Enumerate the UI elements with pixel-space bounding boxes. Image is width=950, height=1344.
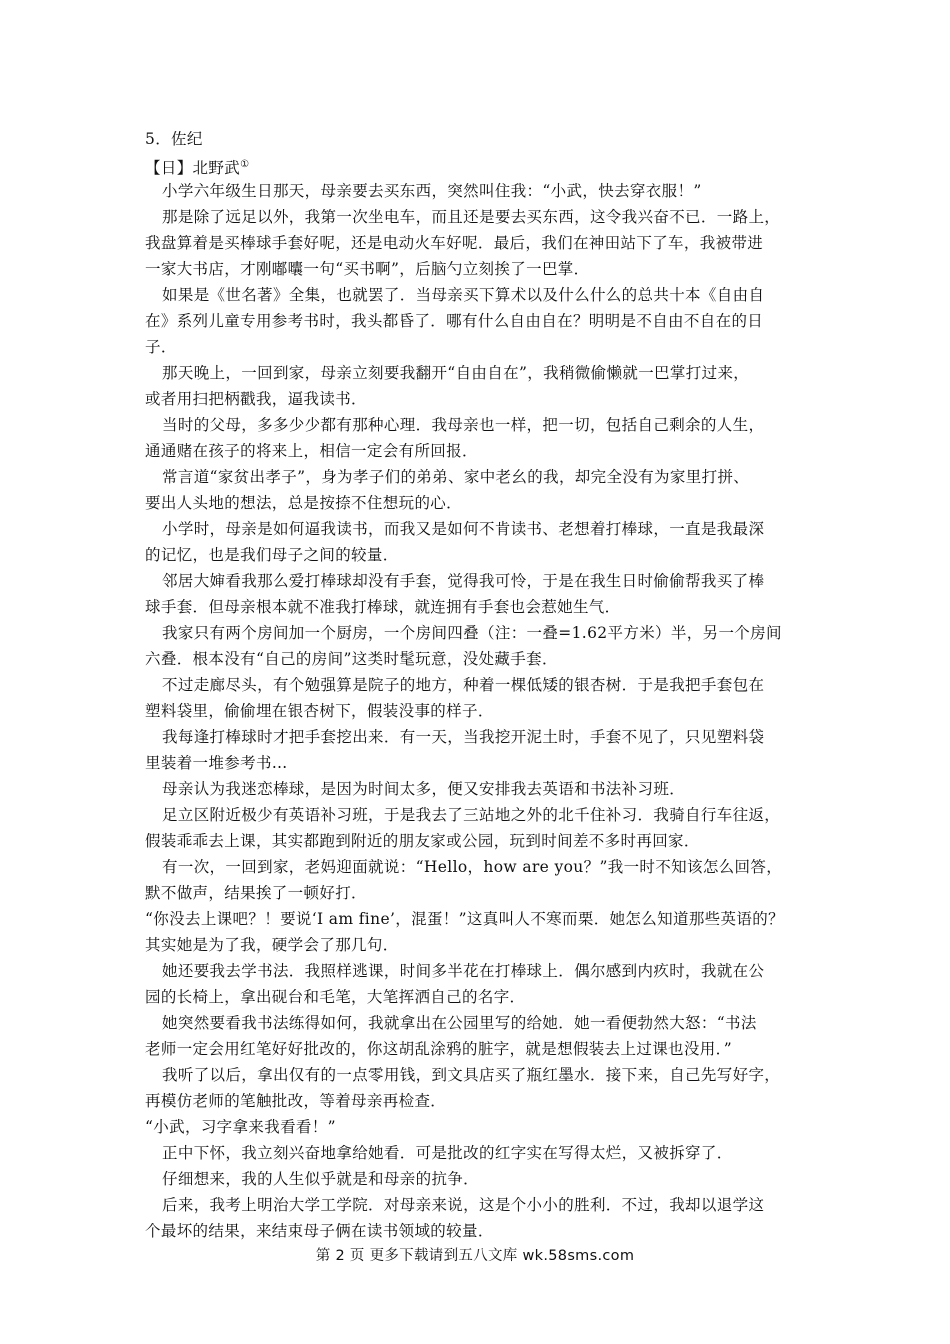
paragraph-line: 我听了以后，拿出仅有的一点零用钱，到文具店买了瓶红墨水．接下来，自己先写好字， [162,1066,781,1084]
paragraph-line: 她突然要看我书法练得如何，我就拿出在公园里写的给她．她一看便勃然大怒：“书法 [162,1014,757,1032]
paragraph-line: 我家只有两个房间加一个厨房，一个房间四叠（注：一叠=1.62平方米）半，另一个房间 [162,624,782,642]
paragraph-line: 仔细想来，我的人生似乎就是和母亲的抗争． [162,1170,480,1188]
paragraph-line: 她还要我去学书法．我照样逃课，时间多半花在打棒球上．偶尔感到内疚时，我就在公 [162,962,765,980]
paragraph-line: 小学六年级生日那天，母亲要去买东西，突然叫住我：“小武，快去穿衣服！” [162,182,702,200]
paragraph-line: 后来，我考上明治大学工学院．对母亲来说，这是个小小的胜利．不过，我却以退学这 [162,1196,765,1214]
paragraph-line: 球手套．但母亲根本就不准我打棒球，就连拥有手套也会惹她生气． [145,598,621,616]
article-heading: 5．佐纪 [145,130,203,148]
paragraph-line: 老师一定会用红笔好好批改的，你这胡乱涂鸦的脏字，就是想假装去上过课也没用．” [145,1040,732,1058]
paragraph-line: 正中下怀，我立刻兴奋地拿给她看．可是批改的红字实在写得太烂，又被拆穿了． [162,1144,733,1162]
paragraph-line: 其实她是为了我，硬学会了那几句． [145,936,399,954]
paragraph-line: 通通赌在孩子的将来上，相信一定会有所回报． [145,442,478,460]
paragraph-line: 六叠．根本没有“自己的房间”这类时髦玩意，没处藏手套． [145,650,558,668]
paragraph-line: 邻居大婶看我那么爱打棒球却没有手套，觉得我可怜，于是在我生日时偷偷帮我买了棒 [162,572,765,590]
paragraph-line: 有一次，一回到家，老妈迎面就说：“Hello，how are you？”我一时不知该怎么回答， [162,858,783,876]
paragraph-line: 不过走廊尽头，有个勉强算是院子的地方，种着一棵低矮的银杏树．于是我把手套包在 [162,676,765,694]
paragraph-line: 小学时，母亲是如何逼我读书，而我又是如何不肯读书、老想着打棒球，一直是我最深 [162,520,765,538]
author-line [145,152,810,178]
author-name: 【日】北野武 [145,159,241,178]
paragraph-line: 个最坏的结果，来结束母子俩在读书领域的较量． [145,1222,494,1240]
paragraph-line: 默不做声，结果挨了一顿好打． [145,884,367,902]
paragraph-line: 那天晚上，一回到家，母亲立刻要我翻开“自由自在”，我稍微偷懒就一巴掌打过来， [162,364,750,382]
paragraph-line: 我盘算着是买棒球手套好呢，还是电动火车好呢．最后，我们在神田站下了车，我被带进 [145,234,764,252]
paragraph-line: 常言道“家贫出孝子”，身为孝子们的弟弟、家中老幺的我，却完全没有为家里打拼、 [162,468,750,486]
footnote-marker: ① [240,159,250,170]
page-footer: 第 2 页 更多下载请到五八文库 wk.58sms.com [315,1248,635,1264]
paragraph-line: 如果是《世名著》全集，也就罢了．当母亲买下算术以及什么什么的总共十本《自由自 [162,286,765,304]
paragraph-line: 园的长椅上，拿出砚台和毛笔，大笔挥洒自己的名字． [145,988,526,1006]
paragraph-line: 里装着一堆参考书… [145,754,288,772]
paragraph-line: 足立区附近极少有英语补习班，于是我去了三站地之外的北千住补习．我骑自行车往返， [162,806,781,824]
paragraph-line: “小武，习字拿来我看看！” [145,1118,336,1136]
paragraph-line: “你没去上课吧？！要说‘I am fine’，混蛋！”这真叫人不寒而栗．她怎么知道那些英语的？ [145,910,784,928]
article-body [145,126,810,1244]
paragraph-line: 要出人头地的想法，总是按捺不住想玩的心． [145,494,463,512]
paragraph-line: 子． [145,338,177,356]
paragraph-line: 一家大书店，才刚嘟囔一句“买书啊”，后脑勺立刻挨了一巴掌． [145,260,590,278]
paragraph-line: 塑料袋里，偷偷埋在银杏树下，假装没事的样子． [145,702,494,720]
paragraph-line: 在》系列儿童专用参考书时，我头都昏了．哪有什么自由自在？明明是不自由不自在的日 [145,312,764,330]
paragraph-line: 母亲认为我迷恋棒球，是因为时间太多，便又安排我去英语和书法补习班． [162,780,686,798]
paragraph-line: 那是除了远足以外，我第一次坐电车，而且还是要去买东西，这令我兴奋不已．一路上， [162,208,781,226]
paragraph-line: 的记忆，也是我们母子之间的较量． [145,546,399,564]
paragraph-line: 假装乖乖去上课，其实都跑到附近的朋友家或公园，玩到时间差不多时再回家． [145,832,700,850]
paragraph-line: 当时的父母，多多少少都有那种心理．我母亲也一样，把一切，包括自己剩余的人生， [162,416,765,434]
paragraph-line: 我每逢打棒球时才把手套挖出来．有一天，当我挖开泥土时，手套不见了，只见塑料袋 [162,728,765,746]
paragraph-line: 再模仿老师的笔触批改，等着母亲再检查． [145,1092,447,1110]
paragraph-line: 或者用扫把柄戳我，逼我读书． [145,390,367,408]
